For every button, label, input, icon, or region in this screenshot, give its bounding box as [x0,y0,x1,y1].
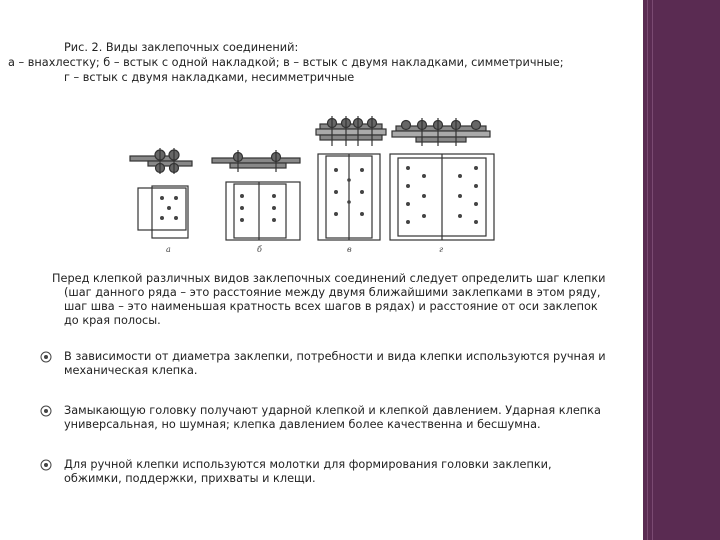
caption-line-1: Рис. 2. Виды заклепочных соединений: [64,41,299,54]
circled-dot-icon [40,459,52,471]
sidebar-stripe [652,0,653,540]
joint-g-plan [390,154,494,240]
joint-v-plan [318,154,380,240]
joint-a-section [130,148,192,174]
figure-label-v: в [347,245,352,254]
bullet-text [64,458,614,486]
caption-line-3: г – встык с двумя накладками, несимметричные [64,71,355,84]
caption-line-2: а – внахлестку; б – встык с одной накладкой; в – встык с двумя накладками, симметричные; [8,56,564,69]
intro-line-1: Перед клепкой различных видов заклепочных соединений следует определить шаг клепки [52,272,606,285]
bullet-1-line-1: В зависимости от диаметра заклепки, потребности и вида клепки используются ручная и [64,350,606,363]
joint-g-section [392,118,490,146]
joint-b-section [212,150,300,172]
intro-line-3: шаг шва – это наименьшая кратность всех шагов в рядах) и расстояние от оси заклепок [64,300,598,313]
circled-dot-icon [40,351,52,363]
intro-line-4: до края полосы. [64,314,161,327]
joint-b-plan [226,182,300,240]
figure-label-b: б [257,245,262,254]
bullet-1-line-2: механическая клепка. [64,364,198,377]
bullet-text [64,404,614,432]
bullet-text [64,350,614,378]
bullet-2-line-2: универсальная, но шумная; клепка давлением более качественна и бесшумна. [64,418,541,431]
joint-a-plan [138,186,188,238]
intro-line-2: (шаг данного ряда – это расстояние между двумя ближайшими заклепками в этом ряду, [64,286,601,299]
rivet-joints-figure [126,112,498,260]
bullet-2-line-1: Замыкающую головку получают ударной клепкой и клепкой давлением. Ударная клепка [64,404,601,417]
intro-paragraph [52,272,612,328]
bullet-3-line-2: обжимки, поддержки, прихваты и клещи. [64,472,316,485]
figure-label-g: г [439,245,444,254]
joint-v-section [316,116,386,146]
decorative-sidebar [643,0,720,540]
sidebar-stripe [647,0,648,540]
circled-dot-icon [40,405,52,417]
rivet-joints-drawing [126,112,498,260]
bullet-3-line-1: Для ручной клепки используются молотки для формирования головки заклепки, [64,458,552,471]
figure-caption [8,40,638,85]
figure-label-a: а [166,245,171,254]
